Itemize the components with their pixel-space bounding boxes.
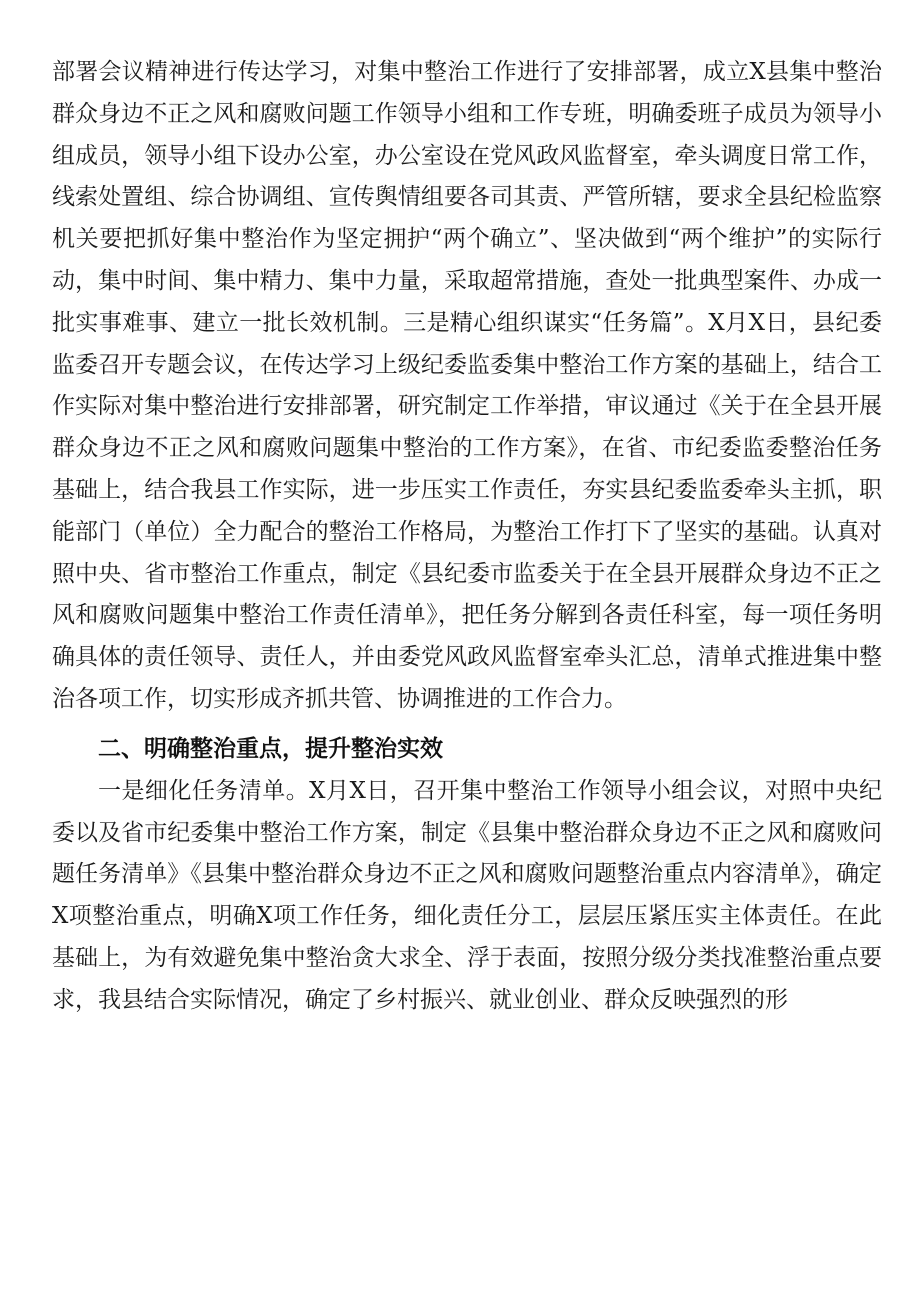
document-page	[52, 52, 882, 1022]
body-paragraph-2	[52, 771, 882, 1022]
body-paragraph-1	[52, 52, 882, 721]
section-heading: 二、明确整治重点，提升整治实效	[98, 735, 443, 762]
body-paragraph-1-text: 部署会议精神进行传达学习，对集中整治工作进行了安排部署，成立X县集中整治群众身边不正之风和腐败问题工作领导小组和工作专班，明确委班子成员为领导小组成员，领导小组下设办公室，办公室设在党风政风监督室，牵头调度日常工作，线索处置组、综合协调组、宣传舆情组要各司其责、严管所辖，要求全县纪检监察机关要把抓好集中整治作为坚定拥护“两个确立”、坚决做到“两个维护”的实际行动，集中时间、集中精力、集中力量，采取超常措施，查处一批典型案件、办成一批实事难事、建立一批长效机制。三是精心组织谋实“任务篇”。X月X日，县纪委监委召开专题会议，在传达学习上级纪委监委集中整治工作方案的基础上，结合工作实际对集中整治进行安排部署，研究制定工作举措，审议通过《关于在全县开展群众身边不正之风和腐败问题集中整治的工作方案》，在省、市纪委监委整治任务基础上，结合我县工作实际，进一步压实工作责任，夯实县纪委监委牵头主抓，职能部门（单位）全力配合的整治工作格局，为整治工作打下了坚实的基础。认真对照中央、省市整治工作重点，制定《县纪委市监委关于在全县开展群众身边不正之风和腐败问题集中整治工作责任清单》，把任务分解到各责任科室，每一项任务明确具体的责任领导、责任人，并由委党风政风监督室牵头汇总，清单式推进集中整治各项工作，切实形成齐抓共管、协调推进的工作合力。	[52, 59, 882, 712]
body-paragraph-2-text: 一是细化任务清单。X月X日，召开集中整治工作领导小组会议，对照中央纪委以及省市纪委集中整治工作方案，制定《县集中整治群众身边不正之风和腐败问题任务清单》《县集中整治群众身边不正之风和腐败问题整治重点内容清单》，确定X项整治重点，明确X项工作任务，细化责任分工，层层压紧压实主体责任。在此基础上，为有效避免集中整治贪大求全、浮于表面，按照分级分类找准整治重点要求，我县结合实际情况，确定了乡村振兴、就业创业、群众反映强烈的形	[52, 777, 882, 1013]
